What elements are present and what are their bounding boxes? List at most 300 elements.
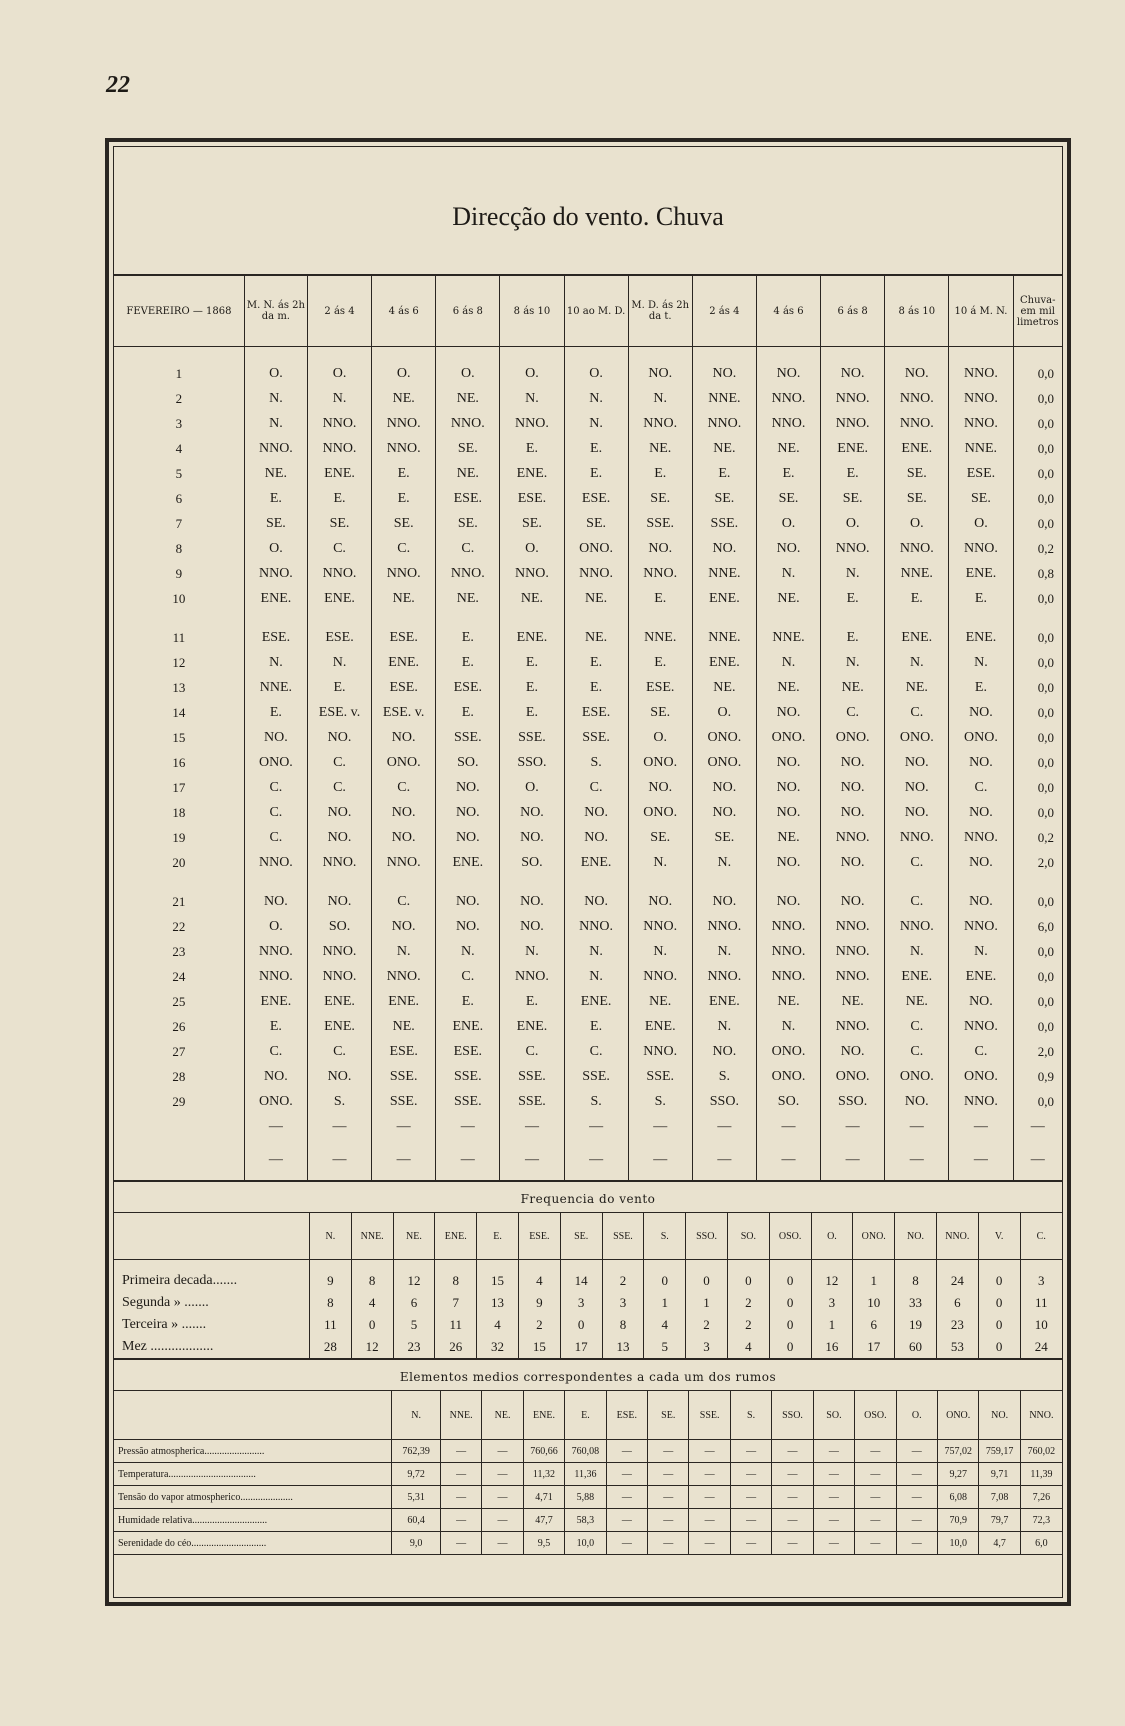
element-cell: — — [896, 1463, 937, 1486]
element-cell: 60,4 — [392, 1509, 441, 1532]
element-cell: — — [648, 1463, 689, 1486]
rain-cell: 0,2 — [1013, 825, 1062, 850]
wind-cell: E. — [564, 1014, 628, 1039]
wind-cell: ENE. — [500, 1014, 564, 1039]
wind-cell: NNO. — [244, 964, 307, 989]
elements-row — [114, 1532, 1062, 1555]
frequency-table — [114, 1213, 1062, 1360]
wind-cell: ESE. — [244, 611, 307, 650]
wind-cell: NO. — [885, 775, 949, 800]
element-cell: 72,3 — [1020, 1509, 1062, 1532]
table-row — [114, 586, 1062, 611]
table-row — [114, 939, 1062, 964]
wind-cell: ONO. — [692, 725, 756, 750]
wind-cell: O. — [307, 347, 371, 387]
wind-cell: SE. — [436, 511, 500, 536]
wind-cell: SSE. — [436, 725, 500, 750]
dash-cell: — — [436, 1114, 500, 1140]
wind-cell: N. — [628, 386, 692, 411]
element-cell: 762,39 — [392, 1440, 441, 1463]
wind-cell: NE. — [692, 675, 756, 700]
wind-cell: E. — [885, 586, 949, 611]
wind-cell: NNO. — [628, 914, 692, 939]
wind-cell: E. — [628, 650, 692, 675]
element-cell: — — [772, 1509, 813, 1532]
element-cell: — — [648, 1486, 689, 1509]
wind-cell: NNO. — [564, 561, 628, 586]
element-cell: — — [482, 1532, 523, 1555]
element-cell: — — [896, 1509, 937, 1532]
wind-cell: N. — [821, 561, 885, 586]
wind-cell: NO. — [307, 725, 371, 750]
wind-cell: NNO. — [500, 561, 564, 586]
wind-cell: NE. — [244, 461, 307, 486]
wind-cell: ENE. — [949, 561, 1013, 586]
day-cell: 10 — [172, 590, 186, 606]
wind-cell: NE. — [372, 1014, 436, 1039]
rain-cell: 0,8 — [1013, 561, 1062, 586]
rain-cell: 0,0 — [1013, 347, 1062, 387]
table-row — [114, 611, 1062, 650]
wind-cell: ENE. — [307, 586, 371, 611]
wind-cell: N. — [307, 650, 371, 675]
wind-cell: NNO. — [244, 850, 307, 875]
element-cell: — — [730, 1486, 771, 1509]
frequency-cell: 0 — [560, 1314, 602, 1336]
table-row — [114, 511, 1062, 536]
wind-cell: E. — [372, 486, 436, 511]
wind-cell: NNO. — [885, 411, 949, 436]
wind-cell: SSE. — [500, 1064, 564, 1089]
wind-cell: NO. — [821, 775, 885, 800]
wind-cell: E. — [500, 989, 564, 1014]
frequency-cell: 2 — [686, 1314, 728, 1336]
frequency-cell: 8 — [895, 1260, 937, 1293]
frequency-cell: 2 — [727, 1314, 769, 1336]
wind-cell: NNO. — [307, 436, 371, 461]
frequency-cell: 24 — [1020, 1336, 1062, 1359]
wind-cell: ONO. — [756, 1064, 820, 1089]
frequency-cell: 5 — [393, 1314, 435, 1336]
direction-header: ENE. — [435, 1213, 477, 1260]
empty-cell — [114, 1114, 244, 1140]
element-cell: 9,5 — [523, 1532, 564, 1555]
day-cell: 19 — [172, 829, 186, 845]
rain-cell: 0,0 — [1013, 486, 1062, 511]
element-cell: 4,7 — [979, 1532, 1020, 1555]
wind-cell: O. — [821, 511, 885, 536]
table-row — [114, 800, 1062, 825]
wind-cell: NO. — [692, 1039, 756, 1064]
wind-cell: NNO. — [949, 386, 1013, 411]
wind-cell: ONO. — [244, 1089, 307, 1114]
wind-cell: NO. — [436, 775, 500, 800]
wind-cell: E. — [500, 436, 564, 461]
direction-header: SSE. — [689, 1391, 730, 1440]
element-cell: 760,66 — [523, 1440, 564, 1463]
direction-header: ESE. — [606, 1391, 647, 1440]
day-cell: 11 — [172, 629, 186, 645]
element-cell: — — [482, 1440, 523, 1463]
table-row — [114, 1064, 1062, 1089]
wind-cell: NNO. — [692, 914, 756, 939]
element-cell: 757,02 — [937, 1440, 978, 1463]
wind-cell: NO. — [244, 875, 307, 914]
wind-cell: NO. — [756, 750, 820, 775]
element-cell: — — [730, 1532, 771, 1555]
wind-cell: E. — [307, 486, 371, 511]
rain-cell: 0,2 — [1013, 536, 1062, 561]
element-cell: 10,0 — [937, 1532, 978, 1555]
wind-cell: NE. — [436, 586, 500, 611]
wind-cell: NNO. — [500, 964, 564, 989]
rain-cell: 0,0 — [1013, 939, 1062, 964]
direction-header: E. — [477, 1213, 519, 1260]
element-cell: — — [896, 1440, 937, 1463]
wind-cell: NO. — [692, 347, 756, 387]
direction-header: ESE. — [518, 1213, 560, 1260]
frequency-cell: 11 — [1020, 1292, 1062, 1314]
wind-cell: NO. — [756, 700, 820, 725]
direction-header: N. — [309, 1213, 351, 1260]
wind-cell: SE. — [628, 486, 692, 511]
row-label: Pressão atmospherica........................ — [114, 1440, 392, 1463]
rain-cell: 0,0 — [1013, 725, 1062, 750]
direction-header: ONO. — [853, 1213, 895, 1260]
wind-cell: NNE. — [628, 611, 692, 650]
wind-direction-table — [114, 276, 1062, 1182]
dash-cell: — — [307, 1140, 371, 1181]
table-frame — [105, 138, 1071, 1606]
wind-cell: N. — [564, 964, 628, 989]
wind-cell: SSO. — [821, 1089, 885, 1114]
direction-header: S. — [730, 1391, 771, 1440]
wind-cell: ENE. — [949, 611, 1013, 650]
wind-cell: NNO. — [307, 939, 371, 964]
wind-cell: N. — [756, 1014, 820, 1039]
wind-cell: O. — [244, 347, 307, 387]
wind-cell: NO. — [307, 1064, 371, 1089]
wind-cell: C. — [885, 850, 949, 875]
rain-cell: 0,0 — [1013, 586, 1062, 611]
wind-cell: ENE. — [692, 586, 756, 611]
wind-cell: NNO. — [500, 411, 564, 436]
wind-cell: NE. — [821, 989, 885, 1014]
wind-cell: NE. — [692, 436, 756, 461]
wind-cell: NE. — [885, 989, 949, 1014]
frequency-cell: 4 — [477, 1314, 519, 1336]
frequency-cell: 24 — [936, 1260, 978, 1293]
wind-cell: ENE. — [372, 650, 436, 675]
wind-cell: N. — [564, 386, 628, 411]
wind-cell: E. — [500, 675, 564, 700]
wind-cell: C. — [372, 536, 436, 561]
dash-cell: — — [372, 1140, 436, 1181]
frequency-cell: 0 — [978, 1292, 1020, 1314]
wind-cell: ENE. — [885, 611, 949, 650]
wind-cell: NO. — [436, 875, 500, 914]
wind-cell: NNO. — [372, 964, 436, 989]
wind-cell: SSE. — [692, 511, 756, 536]
wind-cell: ENE. — [307, 989, 371, 1014]
wind-cell: NNE. — [885, 561, 949, 586]
frequency-cell: 10 — [853, 1292, 895, 1314]
frequency-cell: 2 — [518, 1314, 560, 1336]
rain-cell: 0,0 — [1013, 700, 1062, 725]
frequency-cell: 0 — [351, 1314, 393, 1336]
wind-cell: C. — [949, 775, 1013, 800]
wind-cell: NO. — [756, 800, 820, 825]
frequency-cell: 12 — [351, 1336, 393, 1359]
direction-header: NNE. — [351, 1213, 393, 1260]
element-cell: 7,26 — [1020, 1486, 1062, 1509]
dash-cell: — — [756, 1114, 820, 1140]
wind-cell: ONO. — [821, 1064, 885, 1089]
frequency-cell: 1 — [811, 1314, 853, 1336]
table-inner — [113, 146, 1063, 1598]
wind-cell: SE. — [628, 825, 692, 850]
wind-cell: O. — [500, 775, 564, 800]
wind-cell: E. — [949, 586, 1013, 611]
wind-cell: NNO. — [756, 411, 820, 436]
wind-cell: NE. — [628, 436, 692, 461]
row-label: Primeira decada....... — [122, 1273, 238, 1288]
frequency-cell: 8 — [351, 1260, 393, 1293]
dash-cell: — — [885, 1140, 949, 1181]
wind-cell: ENE. — [885, 436, 949, 461]
dash-cell: — — [628, 1140, 692, 1181]
day-cell: 27 — [172, 1043, 186, 1059]
wind-cell: NE. — [436, 386, 500, 411]
element-cell: — — [730, 1440, 771, 1463]
direction-header: E. — [565, 1391, 606, 1440]
day-cell: 5 — [175, 465, 183, 481]
wind-cell: NO. — [500, 800, 564, 825]
day-cell: 6 — [175, 490, 183, 506]
element-cell: — — [440, 1463, 481, 1486]
frequency-cell: 2 — [602, 1260, 644, 1293]
wind-cell: E. — [500, 650, 564, 675]
wind-cell: ESE. — [436, 1039, 500, 1064]
direction-header: SSO. — [686, 1213, 728, 1260]
wind-cell: ONO. — [628, 800, 692, 825]
wind-cell: NO. — [949, 875, 1013, 914]
frequency-cell: 19 — [895, 1314, 937, 1336]
element-cell: 9,0 — [392, 1532, 441, 1555]
wind-cell: NO. — [307, 825, 371, 850]
wind-cell: NO. — [307, 800, 371, 825]
wind-cell: S. — [564, 750, 628, 775]
day-cell: 20 — [172, 854, 186, 870]
element-cell: — — [440, 1486, 481, 1509]
wind-cell: C. — [821, 700, 885, 725]
wind-cell: NO. — [692, 775, 756, 800]
element-cell: — — [440, 1532, 481, 1555]
wind-cell: NO. — [628, 347, 692, 387]
frequency-cell: 10 — [1020, 1314, 1062, 1336]
day-cell: 22 — [172, 918, 186, 934]
wind-cell: NNO. — [307, 964, 371, 989]
wind-cell: NNE. — [692, 611, 756, 650]
wind-cell: E. — [244, 486, 307, 511]
element-cell: 4,71 — [523, 1486, 564, 1509]
wind-cell: NNE. — [244, 675, 307, 700]
wind-cell: N. — [756, 650, 820, 675]
wind-cell: NE. — [756, 586, 820, 611]
element-cell: — — [606, 1486, 647, 1509]
rain-cell: 0,0 — [1013, 1014, 1062, 1039]
frequency-row — [114, 1336, 1062, 1359]
day-cell: 16 — [172, 754, 186, 770]
frequency-cell: 5 — [644, 1336, 686, 1359]
element-cell: — — [896, 1486, 937, 1509]
wind-cell: ESE. — [949, 461, 1013, 486]
wind-cell: NE. — [756, 675, 820, 700]
wind-cell: SE. — [949, 486, 1013, 511]
wind-cell: NE. — [500, 586, 564, 611]
wind-cell: NO. — [436, 800, 500, 825]
wind-cell: ONO. — [244, 750, 307, 775]
wind-cell: NNO. — [692, 411, 756, 436]
wind-cell: NNO. — [628, 411, 692, 436]
wind-cell: NNO. — [628, 1039, 692, 1064]
wind-cell: ONO. — [564, 536, 628, 561]
direction-header: SO. — [813, 1391, 854, 1440]
table-row — [114, 875, 1062, 914]
wind-cell: E. — [756, 461, 820, 486]
wind-cell: NO. — [564, 800, 628, 825]
wind-cell: SE. — [692, 486, 756, 511]
wind-cell: ENE. — [307, 1014, 371, 1039]
dash-cell: — — [756, 1140, 820, 1181]
wind-cell: NO. — [885, 1089, 949, 1114]
element-cell: — — [896, 1532, 937, 1555]
wind-cell: NO. — [949, 750, 1013, 775]
wind-cell: NO. — [372, 825, 436, 850]
direction-header: O. — [896, 1391, 937, 1440]
table-row — [114, 914, 1062, 939]
wind-cell: NO. — [756, 347, 820, 387]
wind-cell: SE. — [372, 511, 436, 536]
frequency-cell: 7 — [435, 1292, 477, 1314]
frequency-cell: 23 — [393, 1336, 435, 1359]
row-label: Segunda » ....... — [122, 1295, 209, 1310]
wind-cell: NO. — [436, 825, 500, 850]
frequency-cell: 6 — [393, 1292, 435, 1314]
element-cell: 6,08 — [937, 1486, 978, 1509]
dash-row — [114, 1140, 1062, 1181]
dash-cell: — — [500, 1140, 564, 1181]
element-cell: 9,72 — [392, 1463, 441, 1486]
wind-cell: NNO. — [372, 411, 436, 436]
rain-cell: 0,0 — [1013, 650, 1062, 675]
frequency-cell: 60 — [895, 1336, 937, 1359]
wind-cell: SE. — [307, 511, 371, 536]
wind-cell: NO. — [821, 875, 885, 914]
wind-cell: NNO. — [821, 964, 885, 989]
frequency-cell: 4 — [644, 1314, 686, 1336]
wind-cell: NO. — [628, 775, 692, 800]
wind-cell: NNO. — [821, 386, 885, 411]
column-header: 6 ás 8 — [436, 276, 500, 347]
wind-cell: NNO. — [949, 411, 1013, 436]
wind-cell: C. — [885, 1014, 949, 1039]
direction-header: OSO. — [769, 1213, 811, 1260]
wind-cell: ENE. — [692, 650, 756, 675]
table-row — [114, 536, 1062, 561]
wind-cell: NNO. — [372, 561, 436, 586]
wind-cell: NNO. — [244, 436, 307, 461]
wind-cell: SSE. — [500, 1089, 564, 1114]
day-cell: 28 — [172, 1068, 186, 1084]
wind-cell: E. — [307, 675, 371, 700]
day-cell: 24 — [172, 968, 186, 984]
element-cell: — — [813, 1440, 854, 1463]
wind-cell: SE. — [885, 486, 949, 511]
wind-cell: NNO. — [307, 561, 371, 586]
wind-cell: NO. — [628, 875, 692, 914]
day-cell: 17 — [172, 779, 186, 795]
wind-cell: N. — [372, 939, 436, 964]
wind-cell: NE. — [372, 586, 436, 611]
wind-cell: E. — [244, 700, 307, 725]
wind-cell: N. — [628, 939, 692, 964]
rain-cell: 0,9 — [1013, 1064, 1062, 1089]
frequency-body — [114, 1260, 1062, 1360]
wind-cell: NNO. — [821, 914, 885, 939]
wind-cell: ONO. — [949, 725, 1013, 750]
table-row — [114, 989, 1062, 1014]
wind-cell: ESE. v. — [372, 700, 436, 725]
wind-cell: NO. — [692, 536, 756, 561]
wind-cell: ESE. — [436, 675, 500, 700]
wind-cell: NNO. — [821, 536, 885, 561]
frequency-cell: 53 — [936, 1336, 978, 1359]
dash-cell: — — [244, 1114, 307, 1140]
direction-header: SE. — [648, 1391, 689, 1440]
wind-cell: NNO. — [244, 561, 307, 586]
wind-cell: SSE. — [436, 1064, 500, 1089]
column-header: 10 ao M. D. — [564, 276, 628, 347]
elements-row — [114, 1463, 1062, 1486]
frequency-cell: 0 — [644, 1260, 686, 1293]
wind-cell: SSE. — [564, 1064, 628, 1089]
wind-cell: E. — [436, 989, 500, 1014]
wind-cell: C. — [307, 775, 371, 800]
day-cell: 9 — [175, 565, 183, 581]
wind-cell: NNO. — [885, 386, 949, 411]
wind-cell: NO. — [821, 750, 885, 775]
frequency-cell: 3 — [811, 1292, 853, 1314]
wind-cell: NNO. — [692, 964, 756, 989]
direction-header: V. — [978, 1213, 1020, 1260]
wind-cell: NO. — [564, 875, 628, 914]
wind-cell: E. — [436, 650, 500, 675]
wind-cell: E. — [949, 675, 1013, 700]
wind-cell: S. — [307, 1089, 371, 1114]
direction-header: NO. — [979, 1391, 1020, 1440]
frequency-cell: 11 — [435, 1314, 477, 1336]
frequency-cell: 8 — [602, 1314, 644, 1336]
wind-cell: NNO. — [244, 939, 307, 964]
wind-cell: NE. — [885, 675, 949, 700]
direction-header: C. — [1020, 1213, 1062, 1260]
dash-cell: — — [436, 1140, 500, 1181]
wind-cell: NNO. — [628, 964, 692, 989]
wind-cell: N. — [949, 939, 1013, 964]
wind-cell: NNE. — [692, 561, 756, 586]
wind-cell: O. — [244, 914, 307, 939]
